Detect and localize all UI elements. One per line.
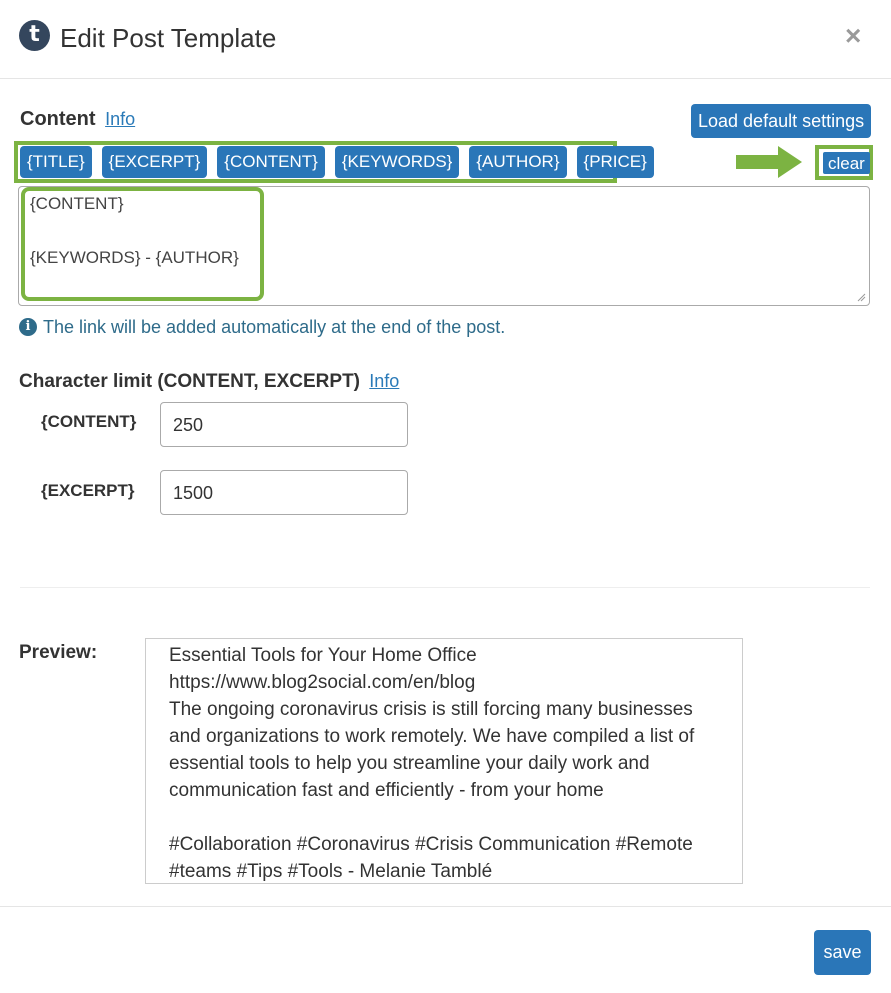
footer-divider bbox=[0, 906, 891, 907]
character-limit-label bbox=[19, 369, 399, 394]
tumblr-logo-icon: t bbox=[19, 20, 50, 51]
character-limit-text: Character limit (CONTENT, EXCERPT) bbox=[19, 371, 360, 392]
placeholder-tags-group bbox=[14, 141, 647, 183]
tag-author-button[interactable]: {AUTHOR} bbox=[469, 146, 566, 178]
load-default-settings-button[interactable]: Load default settings bbox=[691, 104, 871, 138]
preview-line: #teams #Tips #Tools - Melanie Tamblé bbox=[169, 861, 493, 882]
content-limit-input[interactable]: 250 bbox=[160, 402, 408, 447]
content-label: Content bbox=[20, 108, 96, 130]
content-section-label bbox=[20, 106, 135, 132]
link-hint-text: The link will be added automatically at the end of the post. bbox=[43, 317, 506, 337]
save-button[interactable]: save bbox=[814, 930, 871, 975]
clear-button[interactable]: clear bbox=[823, 152, 870, 174]
preview-line: The ongoing coronavirus crisis is still forcing many businesses bbox=[169, 699, 693, 720]
excerpt-limit-input[interactable]: 1500 bbox=[160, 470, 408, 515]
info-icon: i bbox=[19, 318, 37, 336]
preview-label: Preview: bbox=[19, 642, 98, 663]
modal-header bbox=[0, 0, 891, 79]
content-info-link[interactable]: Info bbox=[105, 109, 136, 129]
modal-title: Edit Post Template bbox=[60, 23, 277, 53]
clear-highlight bbox=[815, 145, 873, 180]
preview-box[interactable] bbox=[145, 638, 743, 884]
preview-line: https://www.blog2social.com/en/blog bbox=[169, 672, 476, 693]
template-line: {CONTENT} bbox=[30, 194, 124, 213]
content-limit-label: {CONTENT} bbox=[41, 412, 137, 431]
arrow-right-icon bbox=[736, 146, 802, 178]
tag-price-button[interactable]: {PRICE} bbox=[577, 146, 654, 178]
preview-line: Essential Tools for Your Home Office bbox=[169, 645, 477, 666]
section-divider bbox=[20, 587, 870, 588]
close-icon[interactable]: × bbox=[845, 20, 862, 51]
excerpt-limit-label: {EXCERPT} bbox=[41, 481, 135, 500]
resize-grip-icon[interactable] bbox=[856, 292, 866, 302]
tag-content-button[interactable]: {CONTENT} bbox=[217, 146, 325, 178]
preview-line: essential tools to help you streamline your daily work and bbox=[169, 753, 650, 774]
template-line: {KEYWORDS} - {AUTHOR} bbox=[30, 248, 239, 267]
link-hint bbox=[19, 315, 505, 339]
preview-line: and organizations to work remotely. We have compiled a list of bbox=[169, 726, 695, 747]
tag-keywords-button[interactable]: {KEYWORDS} bbox=[335, 146, 460, 178]
character-limit-info-link[interactable]: Info bbox=[369, 371, 400, 391]
preview-line: communication fast and efficiently - from your home bbox=[169, 780, 604, 801]
preview-line bbox=[169, 804, 728, 831]
tag-title-button[interactable]: {TITLE} bbox=[20, 146, 92, 178]
template-highlight bbox=[21, 187, 264, 301]
preview-line: #Collaboration #Coronavirus #Crisis Communication #Remote bbox=[169, 834, 693, 855]
tag-excerpt-button[interactable]: {EXCERPT} bbox=[102, 146, 208, 178]
